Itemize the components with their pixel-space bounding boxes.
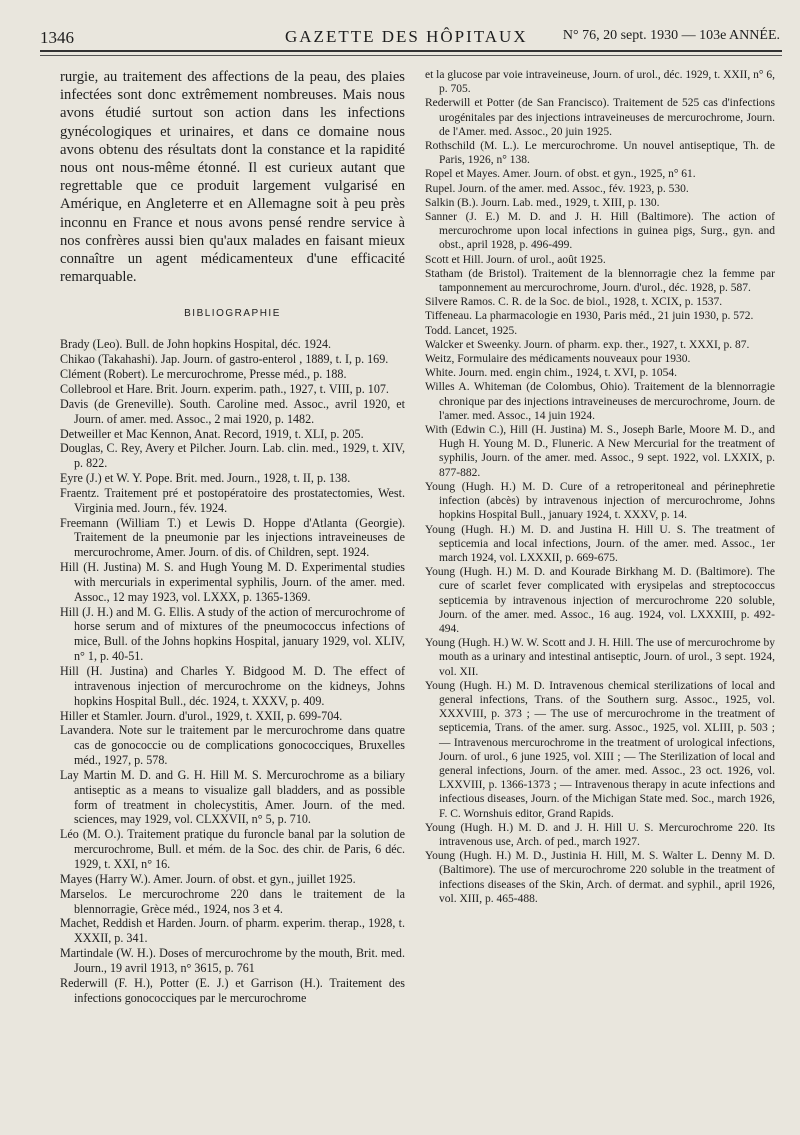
bibliography-entry: Rederwill et Potter (de San Francisco). Traitement de 525 cas d'infections urogénitales par des injections intraveineuses de mercurochrome, Journ. de l'Amer. med. Assoc., 20 juin 1925. <box>425 97 775 138</box>
bibliography-entry: Silvere Ramos. C. R. de la Soc. de biol., 1928, t. XCIX, p. 1537. <box>425 296 723 309</box>
bibliography-entry: Chikao (Takahashi). Jap. Journ. of gastro-enterol , 1889, t. I, p. 169. <box>60 352 389 367</box>
bibliography-entry: Marselos. Le mercurochrome 220 dans le traitement de la blennorragie, Grèce méd., 1924, nos 3 et 4. <box>60 886 405 916</box>
bibliography-entry: Lavandera. Note sur le traitement par le mercurochrome dans quatre cas de gonococcie ou de complications gonococciques, Bruxelles méd., 1927, p. 578. <box>60 723 405 768</box>
header-rule <box>40 50 782 52</box>
bibliography-entry: Martindale (W. H.). Doses of mercurochrome by the mouth, Brit. med. Journ., 19 avril 1913, n° 3615, p. 761 <box>60 946 405 975</box>
left-column <box>60 68 405 1005</box>
bibliography-entry: Salkin (B.). Journ. Lab. med., 1929, t. XIII, p. 130. <box>425 196 660 209</box>
bibliography-entry: Brady (Leo). Bull. de John hopkins Hospital, déc. 1924. <box>60 337 332 352</box>
bibliography-entry: Rederwill (F. H.), Potter (E. J.) et Garrison (H.). Traitement des infections gonococciques par le mercurochrome <box>60 975 405 1005</box>
bibliography-entry: et la glucose par voie intraveineuse, Journ. of urol., déc. 1929, t. XXII, n° 6, p. 705. <box>425 69 775 96</box>
bibliography-entry: Young (Hugh. H.) M. D. Intravenous chemical sterilizations of local and general infections, Trans. of the Southern surg. Assoc., 1925, vol. XXXVIII, p. 373 ; — The use of mercurochrome in the treatment of septicemia, Trans. of the amer. surg. Assoc., 1925, vol. XLIII, p. 503 ; — Intravenous mercurochrome in the treatment of urological infections, Journ. of urol., 6 june 1925, vol. XIII ; — The Sterilization of local and general infections, Journ. of the amer. med. Assoc., 23 oct. 1926, vol. LXXVIII, p. 1366-1373 ; — Intravenous therapy in acute infections and infectious diseases, Journ. of the Michigan State med. Soc., march 1926, F. C. Wornshuis editor, Grand Rapids. <box>425 679 775 820</box>
intro-paragraph: rurgie, au traitement des affections de la peau, des plaies infectées sont donc extrêmement nombreuses. Mais nous avons étudié surtout son action dans les infections gynécologiques et urinaires, et dans ce domaine nous avons obtenu des résultats dont la constance et la rapidité nous ont nous-même étonné. Il est curieux autant que regrettable que ce produit largement vulgarisé en Amérique, en Angleterre et en Allemagne soit à peu près inconnu en France et nous avons pensé rendre service à nos confrères aussi bien qu'aux malades en faisant mieux connaître un agent médicamenteux d'une efficacité remarquable. <box>60 69 405 286</box>
bibliography-entry: Statham (de Bristol). Traitement de la blennorragie chez la femme par tamponnement au mercurochrome, Journ. d'urol., déc. 1928, p. 587. <box>425 267 775 295</box>
bibliography-entry: Hiller et Stamler. Journ. d'urol., 1929, t. XXII, p. 699-704. <box>60 708 343 723</box>
bibliography-entry: Léo (M. O.). Traitement pratique du furoncle banal par la solution de mercurochrome, Bull. et mém. de la Soc. des chir. de Paris, 6 déc. 1929, t. XXI, n° 16. <box>60 827 405 871</box>
page-header <box>40 20 780 48</box>
bibliography-entry: Collebrool et Hare. Brit. Journ. experim. path., 1927, t. VIII, p. 107. <box>60 381 389 396</box>
right-column <box>425 68 775 906</box>
bibliography-entry: Young (Hugh. H.) M. D. and Justina H. Hill U. S. The treatment of septicemia and local infections, Journ. of the amer. med. Assoc., 1er march 1924, vol. LXXXII, p. 669-675. <box>425 523 775 564</box>
bibliography-list-left <box>60 337 405 1005</box>
bibliography-entry: Young (Hugh. H.) M. D., Justinia H. Hill, M. S. Walter L. Denny M. D. (Baltimore). The use of mercurochrome 220 soluble in the treatment of infections diseases of the Skin, Arch. of dermat. and syphil., april 1926, vol. XIII, p. 465-488. <box>425 850 775 905</box>
bibliography-entry: Lay Martin M. D. and G. H. Hill M. S. Mercurochrome as a biliary antiseptic as a means to visualize gall bladders, and as possible form of treatment in cholecystitis, Amer. Journ. of the med. sciences, may 1929, vol. CLXXVII, n° 5, p. 710. <box>60 767 405 827</box>
bibliography-list-right <box>425 68 775 906</box>
bibliography-entry: Scott et Hill. Journ. of urol., août 1925. <box>425 253 606 266</box>
bibliography-entry: Clément (Robert). Le mercurochrome, Presse méd., p. 188. <box>60 367 347 382</box>
bibliography-heading: BIBLIOGRAPHIE <box>184 308 281 320</box>
bibliography-entry: Ropel et Mayes. Amer. Journ. of obst. et gyn., 1925, n° 61. <box>425 168 696 181</box>
bibliography-entry: Willes A. Whiteman (de Colombus, Ohio). Traitement de la blennorragie chronique par des injections intraveineuses de mercurochrome, Journ. de l'amer. med. Assoc., 14 juin 1924. <box>425 381 775 422</box>
journal-title: GAZETTE DES HÔPITAUX <box>285 27 528 46</box>
bibliography-entry: Sanner (J. E.) M. D. and J. H. Hill (Baltimore). The action of mercurochrome upon local infections in guinea pigs, Surg., gyn. and obst., april 1928, p. 496-499. <box>425 211 775 252</box>
bibliography-entry: Davis (de Greneville). South. Caroline med. Assoc., avril 1920, et Journ. of amer. med. Assoc., 2 mai 1920, p. 1482. <box>60 396 405 426</box>
bibliography-entry: With (Edwin C.), Hill (H. Justina) M. S., Joseph Barle, Moore M. D., and Hugh H. Young M. D., Fluneric. A New Mercurial for the treatment of syphilis, Journ. of the amer. med. Assoc., 9 sept. 1922, vol. LXXIX, p. 877-882. <box>425 424 775 479</box>
bibliography-entry: Eyre (J.) et W. Y. Pope. Brit. med. Journ., 1928, t. II, p. 138. <box>60 471 351 486</box>
bibliography-entry: Young (Hugh. H.) W. W. Scott and J. H. Hill. The use of mercurochrome by mouth as a urinary and intestinal antiseptic, Journ. of urol., 3 sept. 1924, vol. XII. <box>425 637 775 678</box>
bibliography-entry: Rothschild (M. L.). Le mercurochrome. Un nouvel antiseptique, Th. de Paris, 1926, n° 138. <box>425 140 775 167</box>
bibliography-entry: Detweiller et Mac Kennon, Anat. Record, 1919, t. XLI, p. 205. <box>60 426 364 441</box>
bibliography-entry: Weitz, Formulaire des médicaments nouveaux pour 1930. <box>425 353 691 366</box>
header-rule-thin <box>40 55 782 56</box>
bibliography-entry: White. Journ. med. engin chim., 1924, t. XVI, p. 1054. <box>425 367 678 380</box>
bibliography-entry: Hill (J. H.) and M. G. Ellis. A study of the action of mercurochrome of horse serum and of mixtures of the pneumococcus infections of mice, Bull. of the Johns hopkins Hospital, january 1929, vol. XLIV, n° 1, p. 40-51. <box>60 604 405 664</box>
bibliography-entry: Walcker et Sweenky. Journ. of pharm. exp. ther., 1927, t. XXXI, p. 87. <box>425 338 750 351</box>
bibliography-entry: Rupel. Journ. of the amer. med. Assoc., fév. 1923, p. 530. <box>425 182 689 195</box>
bibliography-entry: Young (Hugh. H.) M. D. and Kourade Birkhang M. D. (Baltimore). The cure of scarlet fever complicated with erysipelas and streptococcus septicemia by intravenous injection of mercurochrome 220 soluble, Journ. of the amer. med. Assoc., 16 aug. 1924, vol. LXXXIII, p. 492-494. <box>425 566 775 635</box>
bibliography-entry: Machet, Reddish et Harden. Journ. of pharm. experim. therap., 1928, t. XXXII, p. 341. <box>60 916 405 946</box>
bibliography-entry: Tiffeneau. La pharmacologie en 1930, Paris méd., 21 juin 1930, p. 572. <box>425 310 754 323</box>
bibliography-entry: Todd. Lancet, 1925. <box>425 324 518 337</box>
bibliography-entry: Fraentz. Traitement pré et postopératoire des prostatectomies, West. Virginia med. Journ., fév. 1924. <box>60 485 405 515</box>
bibliography-entry: Young (Hugh. H.) M. D. Cure of a retroperitoneal and périnephretie infection (abcès) by intravenous injection of mercurochrome, Johns hopkins Hospital Bull., january 1924, t. XXXV, p. 14. <box>425 480 775 522</box>
bibliography-entry: Young (Hugh. H.) M. D. and J. H. Hill U. S. Mercurochrome 220. Its intravenous use, Arch. of ped., march 1927. <box>425 821 775 848</box>
bibliography-entry: Hill (H. Justina) and Charles Y. Bidgood M. D. The effect of intravenous injection of mercurochrome on the kidneys, Johns hopkins Hospital Bull., déc. 1924, t. XXXV, p. 409. <box>60 664 405 708</box>
issue-info: N° 76, 20 sept. 1930 — 103e ANNÉE. <box>562 28 780 43</box>
bibliography-entry: Douglas, C. Rey, Avery et Pilcher. Journ. Lab. clin. med., 1929, t. XIV, p. 822. <box>60 441 405 471</box>
bibliography-entry: Freemann (William T.) et Lewis D. Hoppe d'Atlanta (Georgie). Traitement de la pneumonie par les injections intraveineuses de mercurochrome, Amer. Journ. of dis. of Children, sept. 1924. <box>60 515 405 560</box>
page-number: 1346 <box>40 28 74 47</box>
bibliography-entry: Mayes (Harry W.). Amer. Journ. of obst. et gyn., juillet 1925. <box>60 871 356 886</box>
bibliography-entry: Hill (H. Justina) M. S. and Hugh Young M. D. Experimental studies with mercurials in experimental syphilis, Journ. of the amer. med. Assoc., 12 may 1923, vol. LXXX, p. 1365-1369. <box>60 560 405 604</box>
